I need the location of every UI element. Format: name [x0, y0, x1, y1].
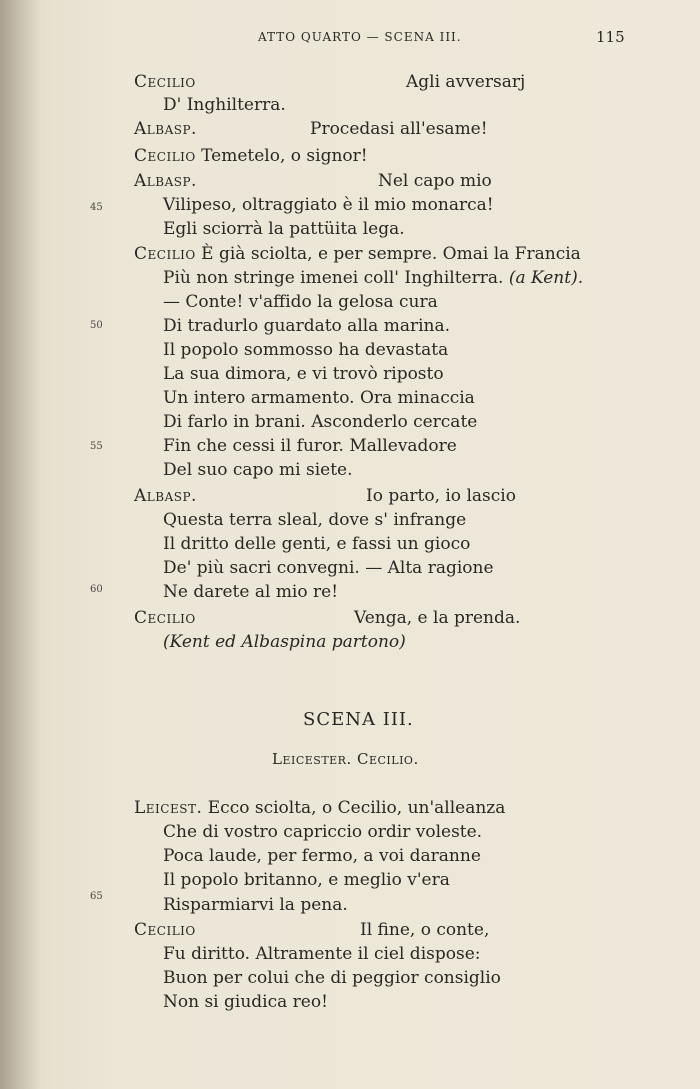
speaker-name: Albasp. [134, 171, 197, 191]
verse-line [378, 171, 492, 191]
verse-line [163, 364, 444, 384]
verse-line [163, 388, 475, 408]
verse-text: Più non stringe imenei coll' Inghilterra. [163, 268, 504, 288]
verse-line [163, 944, 480, 964]
verse-text: Il popolo sommosso ha devastata [163, 340, 449, 360]
verse-text: Egli sciorrà la pattüita lega. [163, 219, 405, 239]
line-number: 60 [90, 584, 103, 595]
speaker-name: Cecilio [134, 244, 196, 264]
verse-line [163, 412, 477, 432]
verse-text: Di tradurlo guardato alla marina. [163, 316, 451, 336]
scene-characters: Leicester. Cecilio. [272, 750, 419, 768]
verse-line [134, 72, 196, 92]
verse-text: La sua dimora, e vi trovò riposto [163, 364, 444, 384]
page-number: 115 [596, 28, 625, 46]
speaker-name: Cecilio [134, 920, 196, 940]
verse-line [134, 798, 505, 818]
verse-line [163, 95, 286, 115]
verse-text: Agli avversarj [406, 72, 526, 92]
verse-line [134, 486, 197, 506]
verse-text: Ecco sciolta, o Cecilio, un'alleanza [207, 798, 506, 818]
verse-text: Un intero armamento. Ora minaccia [163, 388, 475, 408]
line-number: 45 [90, 202, 103, 213]
verse-text: Io parto, io lascio [366, 486, 516, 506]
verse-text: Poca laude, per fermo, a voi daranne [163, 846, 481, 866]
verse-text: Risparmiarvi la pena. [163, 895, 348, 915]
verse-text: Nel capo mio [378, 171, 492, 191]
speaker-name: Leicest. [134, 798, 203, 818]
verse-text: — Conte! v'affido la gelosa cura [163, 292, 438, 312]
verse-line [134, 171, 197, 191]
verse-text: Vilipeso, oltraggiato è il mio monarca! [163, 195, 494, 215]
verse-line [163, 992, 328, 1012]
verse-line [366, 486, 516, 506]
verse-text: Buon per colui che di peggior consiglio [163, 968, 501, 988]
verse-line [163, 558, 494, 578]
speaker-name: Albasp. [134, 486, 197, 506]
verse-line [163, 632, 406, 652]
speaker-name: Cecilio [134, 146, 196, 166]
verse-text: Il dritto delle genti, e fassi un gioco [163, 534, 471, 554]
verse-line [163, 846, 481, 866]
verse-text: Venga, e la prenda. [354, 608, 521, 628]
verse-line [360, 920, 489, 940]
speaker-name: Cecilio [134, 72, 196, 92]
verse-text: Ne darete al mio re! [163, 582, 339, 602]
verse-text: De' più sacri convegni. — Alta ragione [163, 558, 494, 578]
verse-line [163, 534, 470, 554]
verse-line [163, 870, 450, 890]
verse-line [163, 268, 583, 288]
verse-line [163, 968, 501, 988]
verse-line [163, 219, 405, 239]
verse-line [406, 72, 525, 92]
line-number: 55 [90, 441, 103, 452]
verse-text: Di farlo in brani. Asconderlo cercate [163, 412, 478, 432]
verse-text: Fin che cessi il furor. Mallevadore [163, 436, 457, 456]
verse-text: Questa terra sleal, dove s' infrange [163, 510, 467, 530]
running-head: ATTO QUARTO — SCENA III. [258, 30, 462, 44]
stage-direction: (Kent ed Albaspina partono) [163, 632, 406, 652]
verse-text: Procedasi all'esame! [310, 119, 488, 139]
gutter-shadow [0, 0, 40, 1089]
stage-direction: (a Kent). [508, 268, 584, 288]
verse-text: Il popolo britanno, e meglio v'era [163, 870, 450, 890]
verse-line [163, 460, 353, 480]
verse-line [163, 316, 450, 336]
verse-line [134, 146, 368, 166]
verse-line [163, 582, 338, 602]
verse-line [163, 195, 494, 215]
verse-text: Il fine, o conte, [360, 920, 490, 940]
verse-line [163, 822, 482, 842]
line-number: 50 [90, 320, 103, 331]
verse-text: D' Inghilterra. [163, 95, 286, 115]
verse-line [163, 510, 466, 530]
verse-text: Non si giudica reo! [163, 992, 328, 1012]
verse-line [134, 608, 196, 628]
verse-line [134, 244, 581, 264]
verse-line [134, 119, 197, 139]
scene-title: SCENA III. [303, 709, 414, 730]
verse-line [163, 895, 348, 915]
verse-line [310, 119, 488, 139]
speaker-name: Cecilio [134, 608, 196, 628]
verse-text: Del suo capo mi siete. [163, 460, 353, 480]
verse-text: È già sciolta, e per sempre. Omai la Francia [201, 244, 581, 264]
verse-line [163, 292, 438, 312]
verse-line [354, 608, 520, 628]
verse-text: Che di vostro capriccio ordir voleste. [163, 822, 483, 842]
verse-line [163, 436, 457, 456]
verse-text: Temetelo, o signor! [201, 146, 368, 166]
speaker-name: Albasp. [134, 119, 197, 139]
verse-text: Fu diritto. Altramente il ciel dispose: [163, 944, 481, 964]
verse-line [163, 340, 448, 360]
line-number: 65 [90, 891, 103, 902]
verse-line [134, 920, 196, 940]
